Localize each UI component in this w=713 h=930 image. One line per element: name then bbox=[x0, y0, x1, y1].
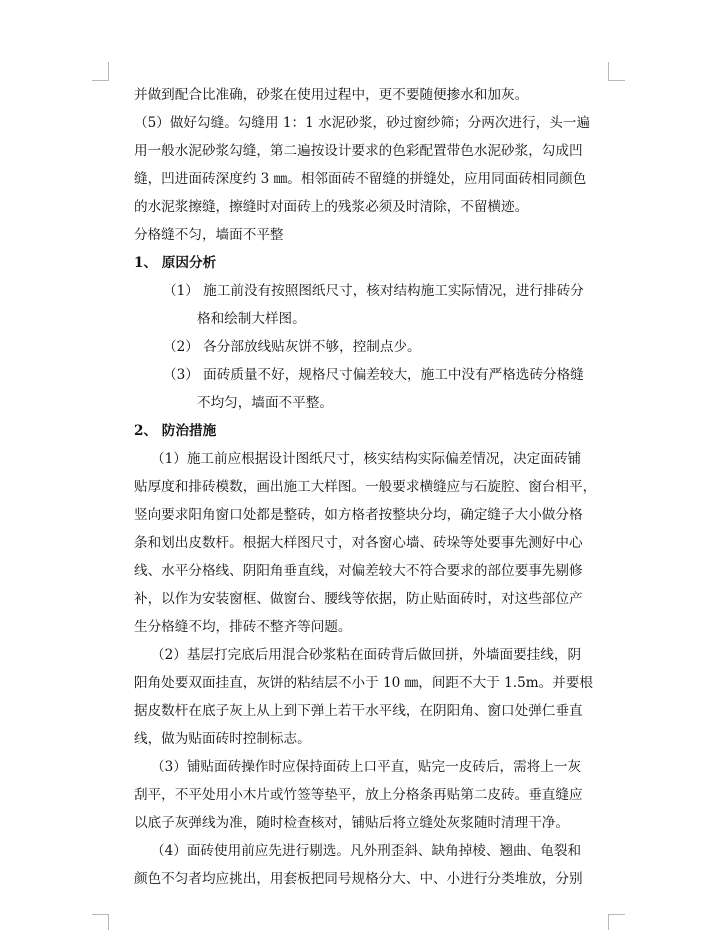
text-line: 条和划出皮数杆。根据大样图尺寸，对各窗心墙、砖垛等处要事先测好中心 bbox=[134, 535, 583, 551]
text-line: 格和绘制大样图。 bbox=[197, 311, 306, 327]
text-line: 1、 原因分析 bbox=[134, 255, 217, 271]
text-line: 不均匀，墙面不平整。 bbox=[197, 395, 333, 411]
text-line: 缝，凹进面砖深度约 3 ㎜。相邻面砖不留缝的拼缝处，应用同面砖相同颜色 bbox=[134, 171, 587, 187]
text-line: 线、水平分格线、阴阳角垂直线，对偏差较大不符合要求的部位要事先剔修 bbox=[134, 563, 583, 579]
text-line: 生分格缝不均，排砖不整齐等问题。 bbox=[134, 619, 352, 635]
text-line: 线，做为贴面砖时控制标志。 bbox=[134, 731, 311, 747]
text-line: 2、 防治措施 bbox=[134, 423, 217, 439]
text-line: （4）面砖使用前应先进行剔选。凡外刑歪斜、缺角掉棱、翘曲、龟裂和 bbox=[151, 843, 582, 859]
text-line: 据皮数杆在底子灰上从上到下弹上若干水平线，在阴阳角、窗口处弹仁垂直 bbox=[134, 703, 583, 719]
text-line: 分格缝不匀，墙面不平整 bbox=[134, 227, 284, 243]
text-line: （2）基层打完底后用混合砂浆粘在面砖背后做回拼，外墙面要挂线，阴 bbox=[151, 647, 582, 663]
text-line: （5）做好勾缝。勾缝用 1：1 水泥砂浆，砂过窗纱筛；分两次进行，头一遍 bbox=[134, 115, 590, 131]
corner-mark-bottom-left bbox=[92, 914, 109, 930]
text-line: 阳角处要双面挂直，灰饼的粘结层不小于 10 ㎜，间距不大于 1.5m。并要根 bbox=[134, 675, 593, 691]
text-line: （3）铺贴面砖操作时应保持面砖上口平直，贴完一皮砖后，需将上一灰 bbox=[151, 759, 582, 775]
text-line: 补，以作为安装窗框、做窗台、腰线等依据，防止贴面砖时，对这些部位产 bbox=[134, 591, 583, 607]
text-line: 颜色不匀者均应挑出，用套板把同号规格分大、中、小进行分类堆放，分别 bbox=[134, 871, 583, 887]
corner-mark-bottom-right bbox=[608, 914, 625, 930]
text-line: 并做到配合比准确，砂浆在使用过程中，更不要随便掺水和加灰。 bbox=[134, 87, 529, 103]
text-line: （2） 各分部放线贴灰饼不够，控制点少。 bbox=[163, 339, 421, 355]
text-line: 贴厚度和排砖模数，画出施工大样图。一般要求横缝应与石旋腔、窗台相平， bbox=[134, 479, 597, 495]
text-line: （1）施工前应根据设计图纸尺寸，核实结构实际偏差情况，决定面砖铺 bbox=[151, 451, 582, 467]
text-line: 以底子灰弹线为准，随时检查核对，铺贴后将立缝处灰浆随时清理干净。 bbox=[134, 815, 569, 831]
text-line: 的水泥浆擦缝，擦缝时对面砖上的残浆必须及时清除，不留横迹。 bbox=[134, 199, 529, 215]
corner-mark-top-left bbox=[92, 62, 109, 81]
text-line: 竖向要求阳角窗口处都是整砖，如方格者按整块分均，确定缝子大小做分格 bbox=[134, 507, 583, 523]
corner-mark-top-right bbox=[608, 62, 625, 81]
text-line: 用一般水泥砂浆勾缝，第二遍按设计要求的色彩配置带色水泥砂浆，勾成凹 bbox=[134, 143, 583, 159]
text-line: （1） 施工前没有按照图纸尺寸，核对结构施工实际情况，进行排砖分 bbox=[163, 283, 584, 299]
text-line: （3） 面砖质量不好，规格尺寸偏差较大，施工中没有严格选砖分格缝 bbox=[163, 367, 584, 383]
text-line: 刮平，不平处用小木片或竹签等垫平，放上分格条再贴第二皮砖。垂直缝应 bbox=[134, 787, 583, 803]
